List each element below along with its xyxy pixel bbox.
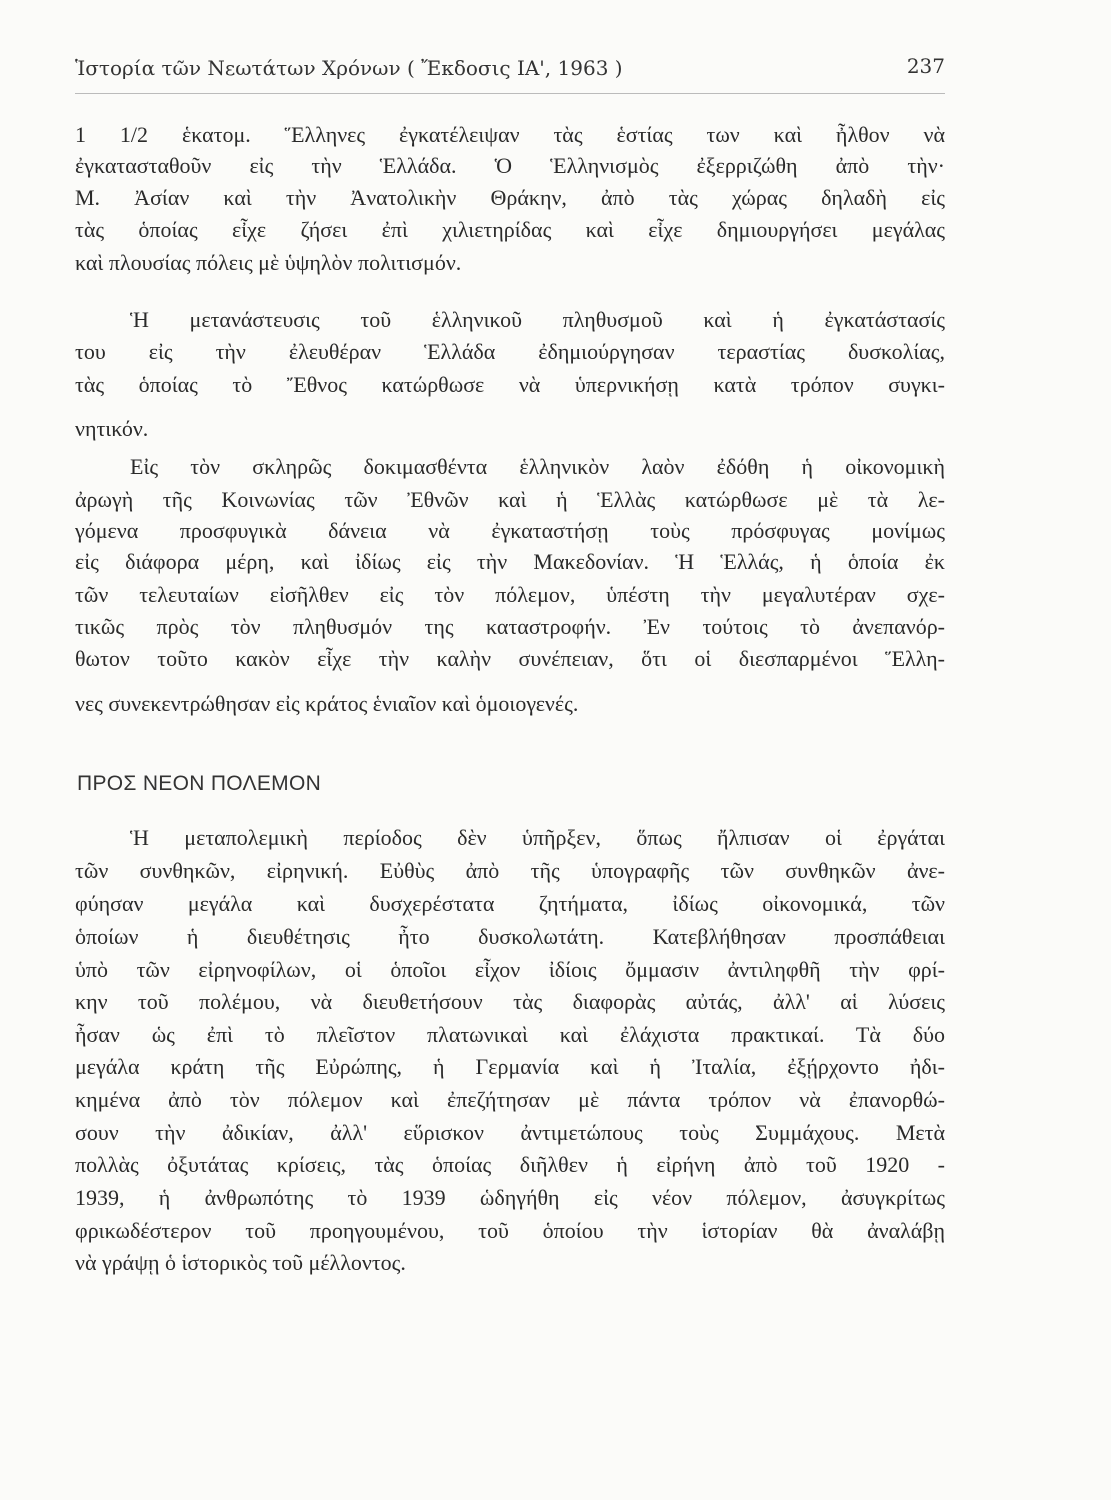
text-line: ἐγκατασταθοῦν εἰς τὴν Ἑλλάδα. Ὁ Ἑλληνισμὸς ἐξερριζώθη ἀπὸ τὴν· (75, 153, 945, 178)
text-line: Εἰς τὸν σκληρῶς δοκιμασθέντα ἑλληνικὸν λαὸν ἐδόθη ἡ οἰκονομικὴ (130, 454, 945, 479)
text-line: σουν τὴν ἀδικίαν, ἀλλ' εὕρισκον ἀντιμετώπους τοὺς Συμμάχους. Μετὰ (75, 1120, 945, 1145)
text-line: ὁποίων ἡ διευθέτησις ἦτο δυσκολωτάτη. Κατεβλήθησαν προσπάθειαι (75, 924, 945, 949)
header-rule (75, 93, 945, 94)
text-line: κην τοῦ πολέμου, νὰ διευθετήσουν τὰς διαφορὰς αὐτάς, ἀλλ' αἱ λύσεις (75, 989, 945, 1014)
text-line: τικῶς πρὸς τὸν πληθυσμόν της καταστροφήν. Ἐν τούτοις τὸ ἀνεπανόρ- (75, 614, 945, 639)
text-line: 1939, ἡ ἀνθρωπότης τὸ 1939 ὡδηγήθη εἰς νέον πόλεμον, ἀσυγκρίτως (75, 1185, 945, 1210)
text-line: νες συνεκεντρώθησαν εἰς κράτος ἑνιαῖον καὶ ὁμοιογενές. (75, 691, 579, 716)
text-line: 1 1/2 ἑκατομ. Ἕλληνες ἐγκατέλειψαν τὰς ἑστίας των καὶ ἦλθον νὰ (75, 122, 945, 147)
text-line: εἰς διάφορα μέρη, καὶ ἰδίως εἰς τὴν Μακεδονίαν. Ἡ Ἑλλάς, ἡ ὁποία ἐκ (75, 549, 945, 574)
text-line: κημένα ἀπὸ τὸν πόλεμον καὶ ἐπεζήτησαν μὲ πάντα τρόπον νὰ ἐπανορθώ- (75, 1087, 945, 1112)
section-heading: ΠΡΟΣ ΝΕΟΝ ΠΟΛΕΜΟΝ (77, 772, 322, 795)
text-line: φύησαν μεγάλα καὶ δυσχερέστατα ζητήματα, ἰδίως οἰκονομικά, τῶν (75, 891, 945, 916)
text-line: ἦσαν ὡς ἐπὶ τὸ πλεῖστον πλατωνικαὶ καὶ ἐλάχιστα πρακτικαί. Τὰ δύο (75, 1022, 945, 1047)
text-line: πολλὰς ὀξυτάτας κρίσεις, τὰς ὁποίας διῆλθεν ἡ εἰρήνη ἀπὸ τοῦ 1920 - (75, 1152, 945, 1177)
text-line: νητικόν. (75, 416, 149, 441)
text-line: Ἡ μεταπολεμικὴ περίοδος δὲν ὑπῆρξεν, ὅπως ἤλπισαν οἱ ἐργάται (130, 825, 945, 850)
text-line: θωτον τοῦτο κακὸν εἶχε τὴν καλὴν συνέπειαν, ὅτι οἱ διεσπαρμένοι Ἕλλη- (75, 646, 945, 671)
text-line: ἀρωγὴ τῆς Κοινωνίας τῶν Ἐθνῶν καὶ ἡ Ἑλλὰς κατώρθωσε μὲ τὰ λε- (75, 487, 945, 512)
text-line: μεγάλα κράτη τῆς Εὐρώπης, ἡ Γερμανία καὶ ἡ Ἰταλία, ἐξῄρχοντο ἠδι- (75, 1054, 945, 1079)
running-title: Ἱστορία τῶν Νεωτάτων Χρόνων ( Ἔκδοσις ΙΑ', 1963 ) (75, 56, 623, 80)
text-line: γόμενα προσφυγικὰ δάνεια νὰ ἐγκαταστήσῃ τοὺς πρόσφυγας μονίμως (75, 518, 945, 543)
text-line: τὰς ὁποίας εἶχε ζήσει ἐπὶ χιλιετηρίδας καὶ εἶχε δημιουργήσει μεγάλας (75, 217, 945, 242)
text-line: ὑπὸ τῶν εἰρηνοφίλων, οἱ ὁποῖοι εἶχον ἰδίοις ὄμμασιν ἀντιληφθῆ τὴν φρί- (75, 957, 945, 982)
text-line: Μ. Ἀσίαν καὶ τὴν Ἀνατολικὴν Θράκην, ἀπὸ τὰς χώρας δηλαδὴ εἰς (75, 185, 945, 210)
text-line: Ἡ μετανάστευσις τοῦ ἑλληνικοῦ πληθυσμοῦ καὶ ἡ ἐγκατάστασίς (130, 307, 945, 332)
text-line: τὰς ὁποίας τὸ Ἔθνος κατώρθωσε νὰ ὑπερνικήσῃ κατὰ τρόπον συγκι- (75, 372, 945, 397)
text-line: νὰ γράψῃ ὁ ἱστορικὸς τοῦ μέλλοντος. (75, 1250, 406, 1275)
text-line: τῶν συνθηκῶν, εἰρηνική. Εὐθὺς ἀπὸ τῆς ὑπογραφῆς τῶν συνθηκῶν ἀνε- (75, 858, 945, 883)
text-line: καὶ πλουσίας πόλεις μὲ ὑψηλὸν πολιτισμόν. (75, 250, 462, 275)
text-line: τῶν τελευταίων εἰσῆλθεν εἰς τὸν πόλεμον, ὑπέστη τὴν μεγαλυτέραν σχε- (75, 582, 945, 607)
page-number: 237 (906, 54, 945, 78)
text-line: του εἰς τὴν ἐλευθέραν Ἑλλάδα ἐδημιούργησαν τεραστίας δυσκολίας, (75, 339, 945, 364)
text-line: φρικωδέστερον τοῦ προηγουμένου, τοῦ ὁποίου τὴν ἱστορίαν θὰ ἀναλάβῃ (75, 1218, 945, 1243)
